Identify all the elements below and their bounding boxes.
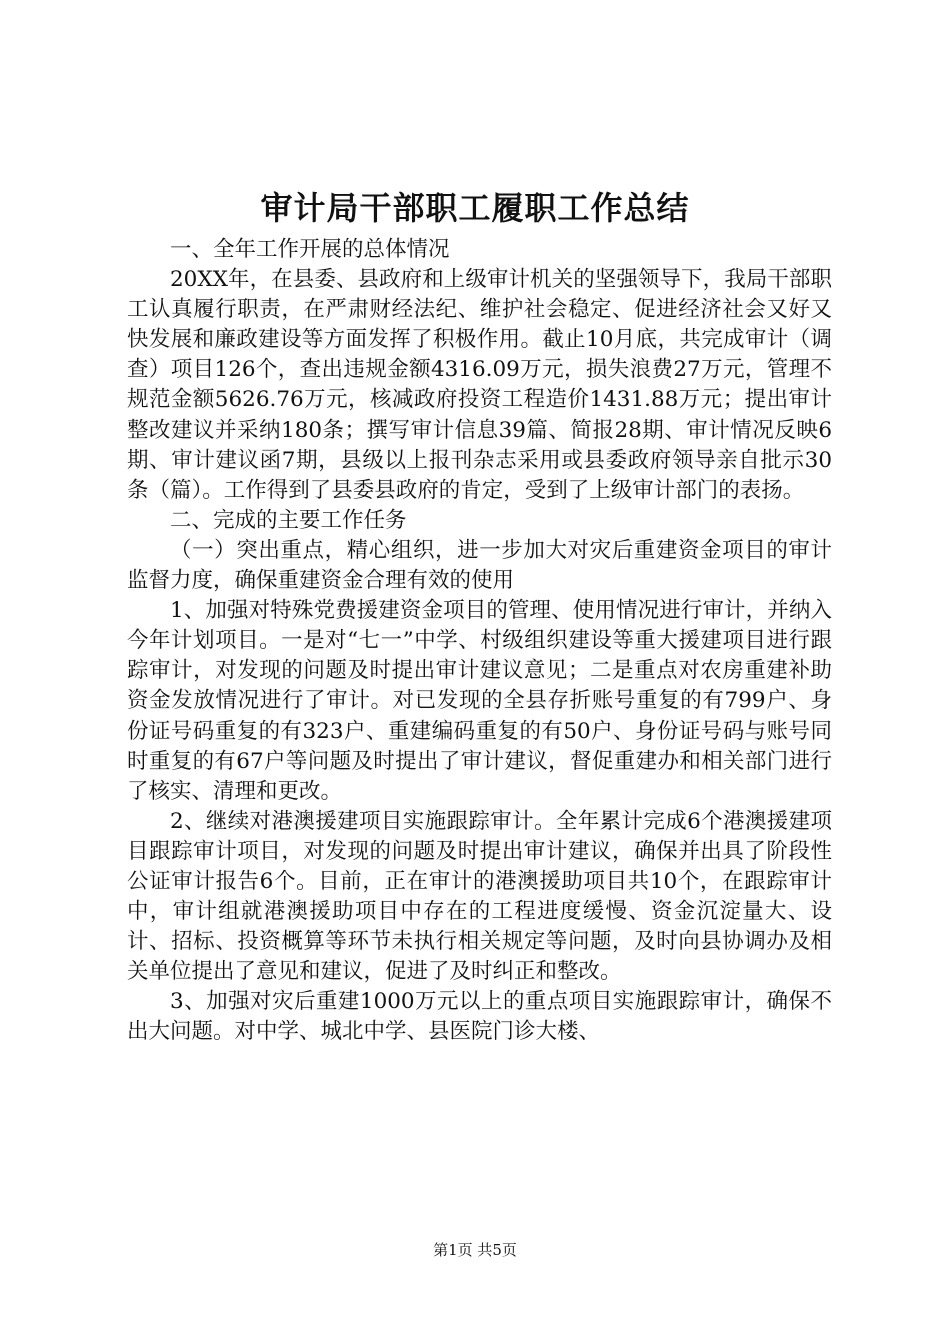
paragraph-summary: 20XX年，在县委、县政府和上级审计机关的坚强领导下，我局干部职工认真履行职责，在严肃财经法纪、维护社会稳定、促进经济社会又好又快发展和廉政建设等方面发挥了积极作用。截止10月底，共完成审计（调查）项目126个，查出违规金额4316.09万元，损失浪费27万元，管理不规范金额5626.76万元，核减政府投资工程造价1431.88万元；提出审计整改建议并采纳180条；撰写审计信息39篇、简报28期、审计情况反映6期、审计建议函7期，县级以上报刊杂志采用或县委政府领导亲自批示30条（篇）。工作得到了县委县政府的肯定，受到了上级审计部门的表扬。: [127, 267, 832, 503]
document-body: [127, 235, 832, 1048]
page-number-footer: 第1页 共5页: [433, 1241, 517, 1259]
paragraph-item-3: 3、加强对灾后重建1000万元以上的重点项目实施跟踪审计，确保不出大问题。对中学、城北中学、县医院门诊大楼、: [127, 989, 832, 1045]
section-heading-main-tasks: 二、完成的主要工作任务: [170, 507, 407, 533]
document-title: 审计局干部职工履职工作总结: [260, 189, 690, 227]
paragraph-item-1: 1、加强对特殊党费援建资金项目的管理、使用情况进行审计，并纳入今年计划项目。一是对“七一”中学、村级组织建设等重大援建项目进行跟踪审计，对发现的问题及时提出审计建议意见；二是重点对农房重建补助资金发放情况进行了审计。对已发现的全县存折账号重复的有799户、身份证号码重复的有323户、重建编码重复的有50户、身份证号码与账号同时重复的有67户等问题及时提出了审计建议，督促重建办和相关部门进行了核实、清理和更改。: [127, 598, 832, 804]
paragraph-item-2: 2、继续对港澳援建项目实施跟踪审计。全年累计完成6个港澳援建项目跟踪审计项目，对发现的问题及时提出审计建议，确保并出具了阶段性公证审计报告6个。目前，正在审计的港澳援助项目共10个，在跟踪审计中，审计组就港澳援助项目中存在的工程进度缓慢、资金沉淀量大、设计、招标、投资概算等环节未执行相关规定等问题，及时向县协调办及相关单位提出了意见和建议，促进了及时纠正和整改。: [127, 808, 832, 985]
subsection-heading-reconstruction: （一）突出重点，精心组织，进一步加大对灾后重建资金项目的审计监督力度，确保重建资金合理有效的使用: [127, 537, 832, 594]
section-heading-overall: 一、全年工作开展的总体情况: [170, 237, 450, 262]
